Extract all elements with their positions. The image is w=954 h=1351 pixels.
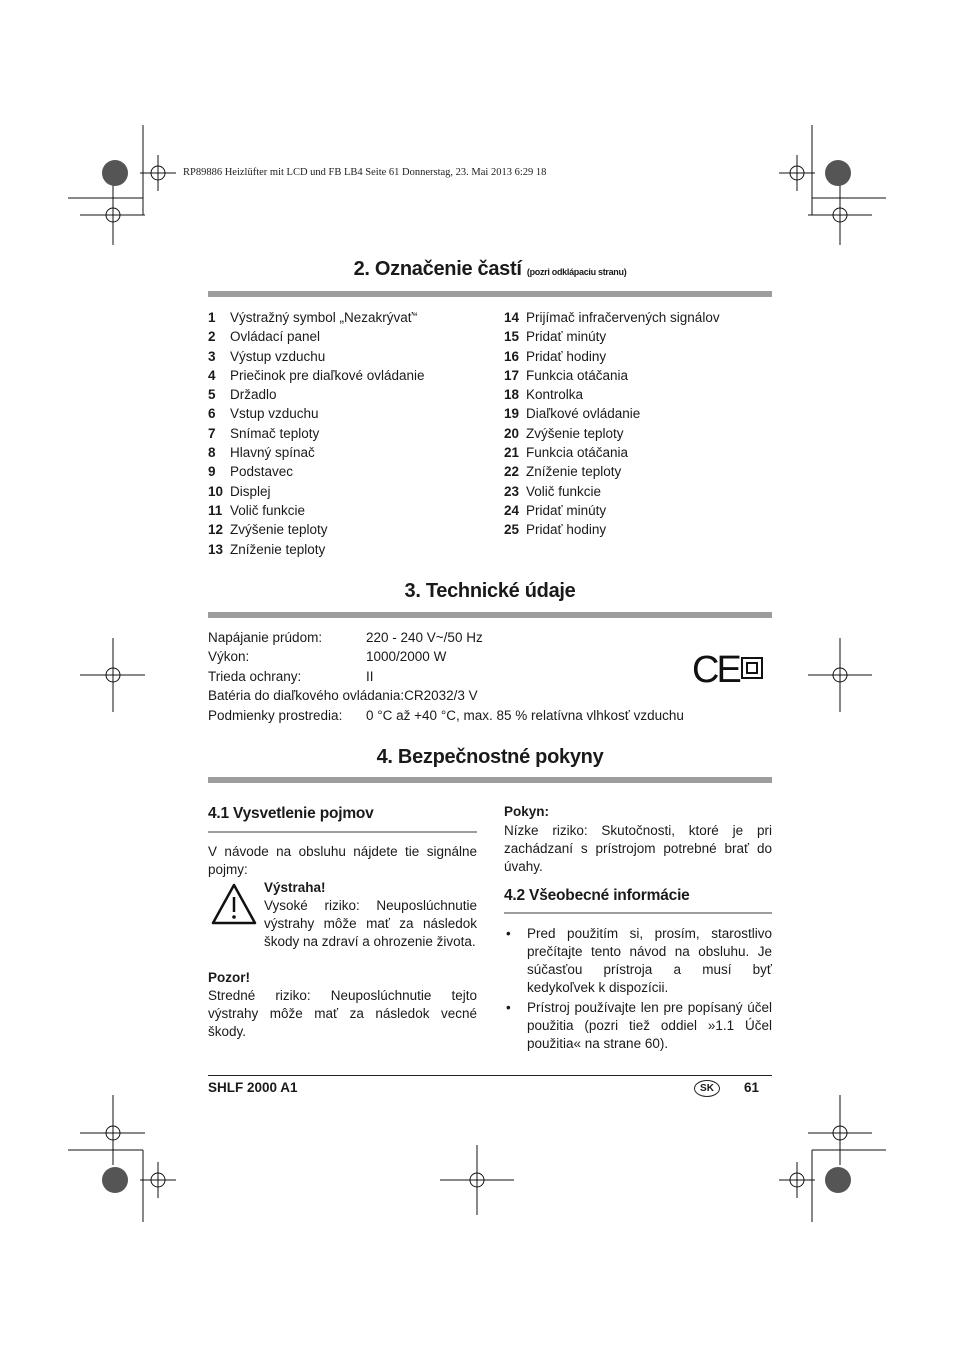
part-number: 15 <box>504 329 520 345</box>
spec-value: CR2032/3 V <box>404 688 478 704</box>
spec-row <box>208 667 684 686</box>
spec-row <box>208 647 684 666</box>
part-number: 13 <box>208 541 224 557</box>
part-label: Držadlo <box>230 387 277 403</box>
part-number: 1 <box>208 310 216 325</box>
footer-model: SHLF 2000 A1 <box>208 1080 298 1095</box>
part-label: Snímač teploty <box>230 425 320 441</box>
part-label: Výstražný symbol „Nezakrývať“ <box>230 310 418 325</box>
part-label: Prijímač infračervených signálov <box>526 310 720 325</box>
section-4-1-heading: 4.1 Vysvetlenie pojmov <box>208 805 374 822</box>
part-item <box>208 520 425 539</box>
section-4-bar <box>208 777 772 783</box>
part-number: 20 <box>504 425 520 441</box>
spec-value: 1000/2000 W <box>366 649 447 665</box>
spec-key: Podmienky prostredia: <box>208 707 343 723</box>
ce-mark: CE <box>692 649 739 691</box>
spec-row <box>208 628 684 647</box>
section-4-heading: 4. Bezpečnostné pokyny <box>376 746 604 768</box>
caution-text: Stredné riziko: Neuposlúchnutie tejto výstrahy môže mať za následok vecné škody. <box>208 988 477 1039</box>
part-number: 22 <box>504 464 520 480</box>
warning-triangle-icon <box>211 883 257 925</box>
part-item <box>504 462 720 481</box>
part-item <box>504 366 720 385</box>
part-number: 2 <box>208 329 216 345</box>
part-item <box>208 462 425 481</box>
spec-value: 220 - 240 V~/50 Hz <box>366 630 483 645</box>
part-number: 24 <box>504 502 520 518</box>
part-label: Podstavec <box>230 464 294 480</box>
part-item <box>208 424 425 443</box>
part-item <box>504 308 720 327</box>
part-item <box>504 501 720 520</box>
part-item <box>208 385 425 404</box>
part-number: 9 <box>208 464 216 480</box>
part-item <box>208 501 425 520</box>
part-label: Pridať minúty <box>526 329 607 345</box>
part-item <box>208 366 425 385</box>
footer-rule <box>208 1075 772 1076</box>
print-slug: RP89886 Heizlüfter mit LCD und FB LB4 Seite 61 Donnerstag, 23. Mai 2013 6:29 18 <box>183 167 547 178</box>
ce-class-ii-icon <box>692 648 764 691</box>
part-number: 4 <box>208 367 216 383</box>
part-item <box>208 347 425 366</box>
part-label: Výstup vzduchu <box>230 348 326 364</box>
general-info-list <box>504 925 772 1055</box>
part-number: 14 <box>504 310 520 325</box>
part-number: 11 <box>208 502 223 518</box>
bullet-item: • Prístroj používajte len pre popísaný účel použitia (pozri tiež oddiel »1.1 Účel použitia« na strane 60). <box>504 999 772 1053</box>
warning-label: Výstraha! <box>264 880 326 895</box>
part-number: 23 <box>504 483 520 499</box>
part-label: Zvýšenie teploty <box>230 522 328 538</box>
part-label: Funkcia otáčania <box>526 445 629 461</box>
part-item <box>504 385 720 404</box>
part-item <box>504 520 720 539</box>
part-item <box>504 347 720 366</box>
spec-row <box>208 706 684 725</box>
part-label: Pridať hodiny <box>526 348 607 364</box>
part-item <box>504 424 720 443</box>
tech-specs <box>208 628 684 725</box>
part-label: Pridať hodiny <box>526 522 607 538</box>
part-label: Funkcia otáčania <box>526 367 629 383</box>
spec-key: Batéria do diaľkového ovládania: <box>208 688 405 704</box>
part-number: 25 <box>504 522 520 538</box>
parts-list-left <box>208 308 425 559</box>
part-label: Volič funkcie <box>526 483 602 499</box>
parts-list-right <box>504 308 720 540</box>
section-4-1-intro: V návode na obsluhu nájdete tie signálne pojmy: <box>208 844 477 877</box>
part-label: Zvýšenie teploty <box>526 425 624 441</box>
spec-value: 0 °C až +40 °C, max. 85 % relatívna vlhkosť vzduchu <box>366 707 684 723</box>
part-item <box>208 327 425 346</box>
part-item <box>504 404 720 423</box>
part-label: Zníženie teploty <box>230 541 326 557</box>
spec-key: Napájanie prúdom: <box>208 630 323 645</box>
part-number: 12 <box>208 522 224 538</box>
warning-text: Vysoké riziko: Neuposlúchnutie výstrahy môže mať za následok škody na zdraví a ohrozenie života. <box>264 898 477 949</box>
part-label: Pridať minúty <box>526 502 607 518</box>
part-label: Ovládací panel <box>230 329 321 345</box>
part-number: 8 <box>208 445 216 461</box>
part-number: 7 <box>208 425 216 441</box>
part-label: Priečinok pre diaľkové ovládanie <box>230 367 425 383</box>
part-item <box>504 482 720 501</box>
caution-label: Pozor! <box>208 970 250 985</box>
section-4-2-heading: 4.2 Všeobecné informácie <box>504 887 690 904</box>
part-item <box>208 540 425 559</box>
part-number: 5 <box>208 387 216 403</box>
part-item <box>208 404 425 423</box>
part-label: Displej <box>230 483 271 499</box>
section-2-heading: 2. Označenie častí (pozri odklápaciu stranu) <box>353 258 627 280</box>
section-2-note: (pozri odklápaciu stranu) <box>526 267 627 277</box>
spec-value: II <box>366 668 374 684</box>
part-number: 21 <box>504 445 520 461</box>
part-label: Zníženie teploty <box>526 464 622 480</box>
note-text: Nízke riziko: Skutočnosti, ktoré je pri zachádzaní s prístrojom potrebné brať do úvahy. <box>504 823 772 874</box>
section-4-2-rule <box>504 912 772 914</box>
section-3-bar <box>208 612 772 618</box>
part-item <box>208 308 425 327</box>
part-number: 17 <box>504 367 520 383</box>
part-number: 3 <box>208 348 216 364</box>
part-item <box>208 443 425 462</box>
part-label: Diaľkové ovládanie <box>526 406 641 422</box>
spec-key: Trieda ochrany: <box>208 668 302 684</box>
part-number: 18 <box>504 387 520 403</box>
part-item <box>504 327 720 346</box>
bullet-item: • Pred použitím si, prosím, starostlivo prečítajte tento návod na obsluhu. Je súčasťou prístroja a musí byť kedykoľvek k dispozícii. <box>504 925 772 997</box>
part-number: 19 <box>504 406 520 422</box>
part-item <box>504 443 720 462</box>
page-number: 61 <box>744 1080 760 1095</box>
part-label: Volič funkcie <box>230 502 306 518</box>
part-number: 10 <box>208 483 224 499</box>
part-number: 6 <box>208 406 216 422</box>
section-3-heading: 3. Technické údaje <box>404 580 576 602</box>
part-label: Kontrolka <box>526 387 584 403</box>
part-item <box>208 482 425 501</box>
spec-key: Výkon: <box>208 649 250 665</box>
spec-row <box>208 686 684 705</box>
language-badge: SK <box>694 1080 720 1097</box>
note-label: Pokyn: <box>504 804 550 819</box>
part-label: Vstup vzduchu <box>230 406 319 422</box>
section-4-1-rule <box>208 831 477 833</box>
part-number: 16 <box>504 348 520 364</box>
part-label: Hlavný spínač <box>230 445 315 461</box>
section-2-bar <box>208 291 772 297</box>
